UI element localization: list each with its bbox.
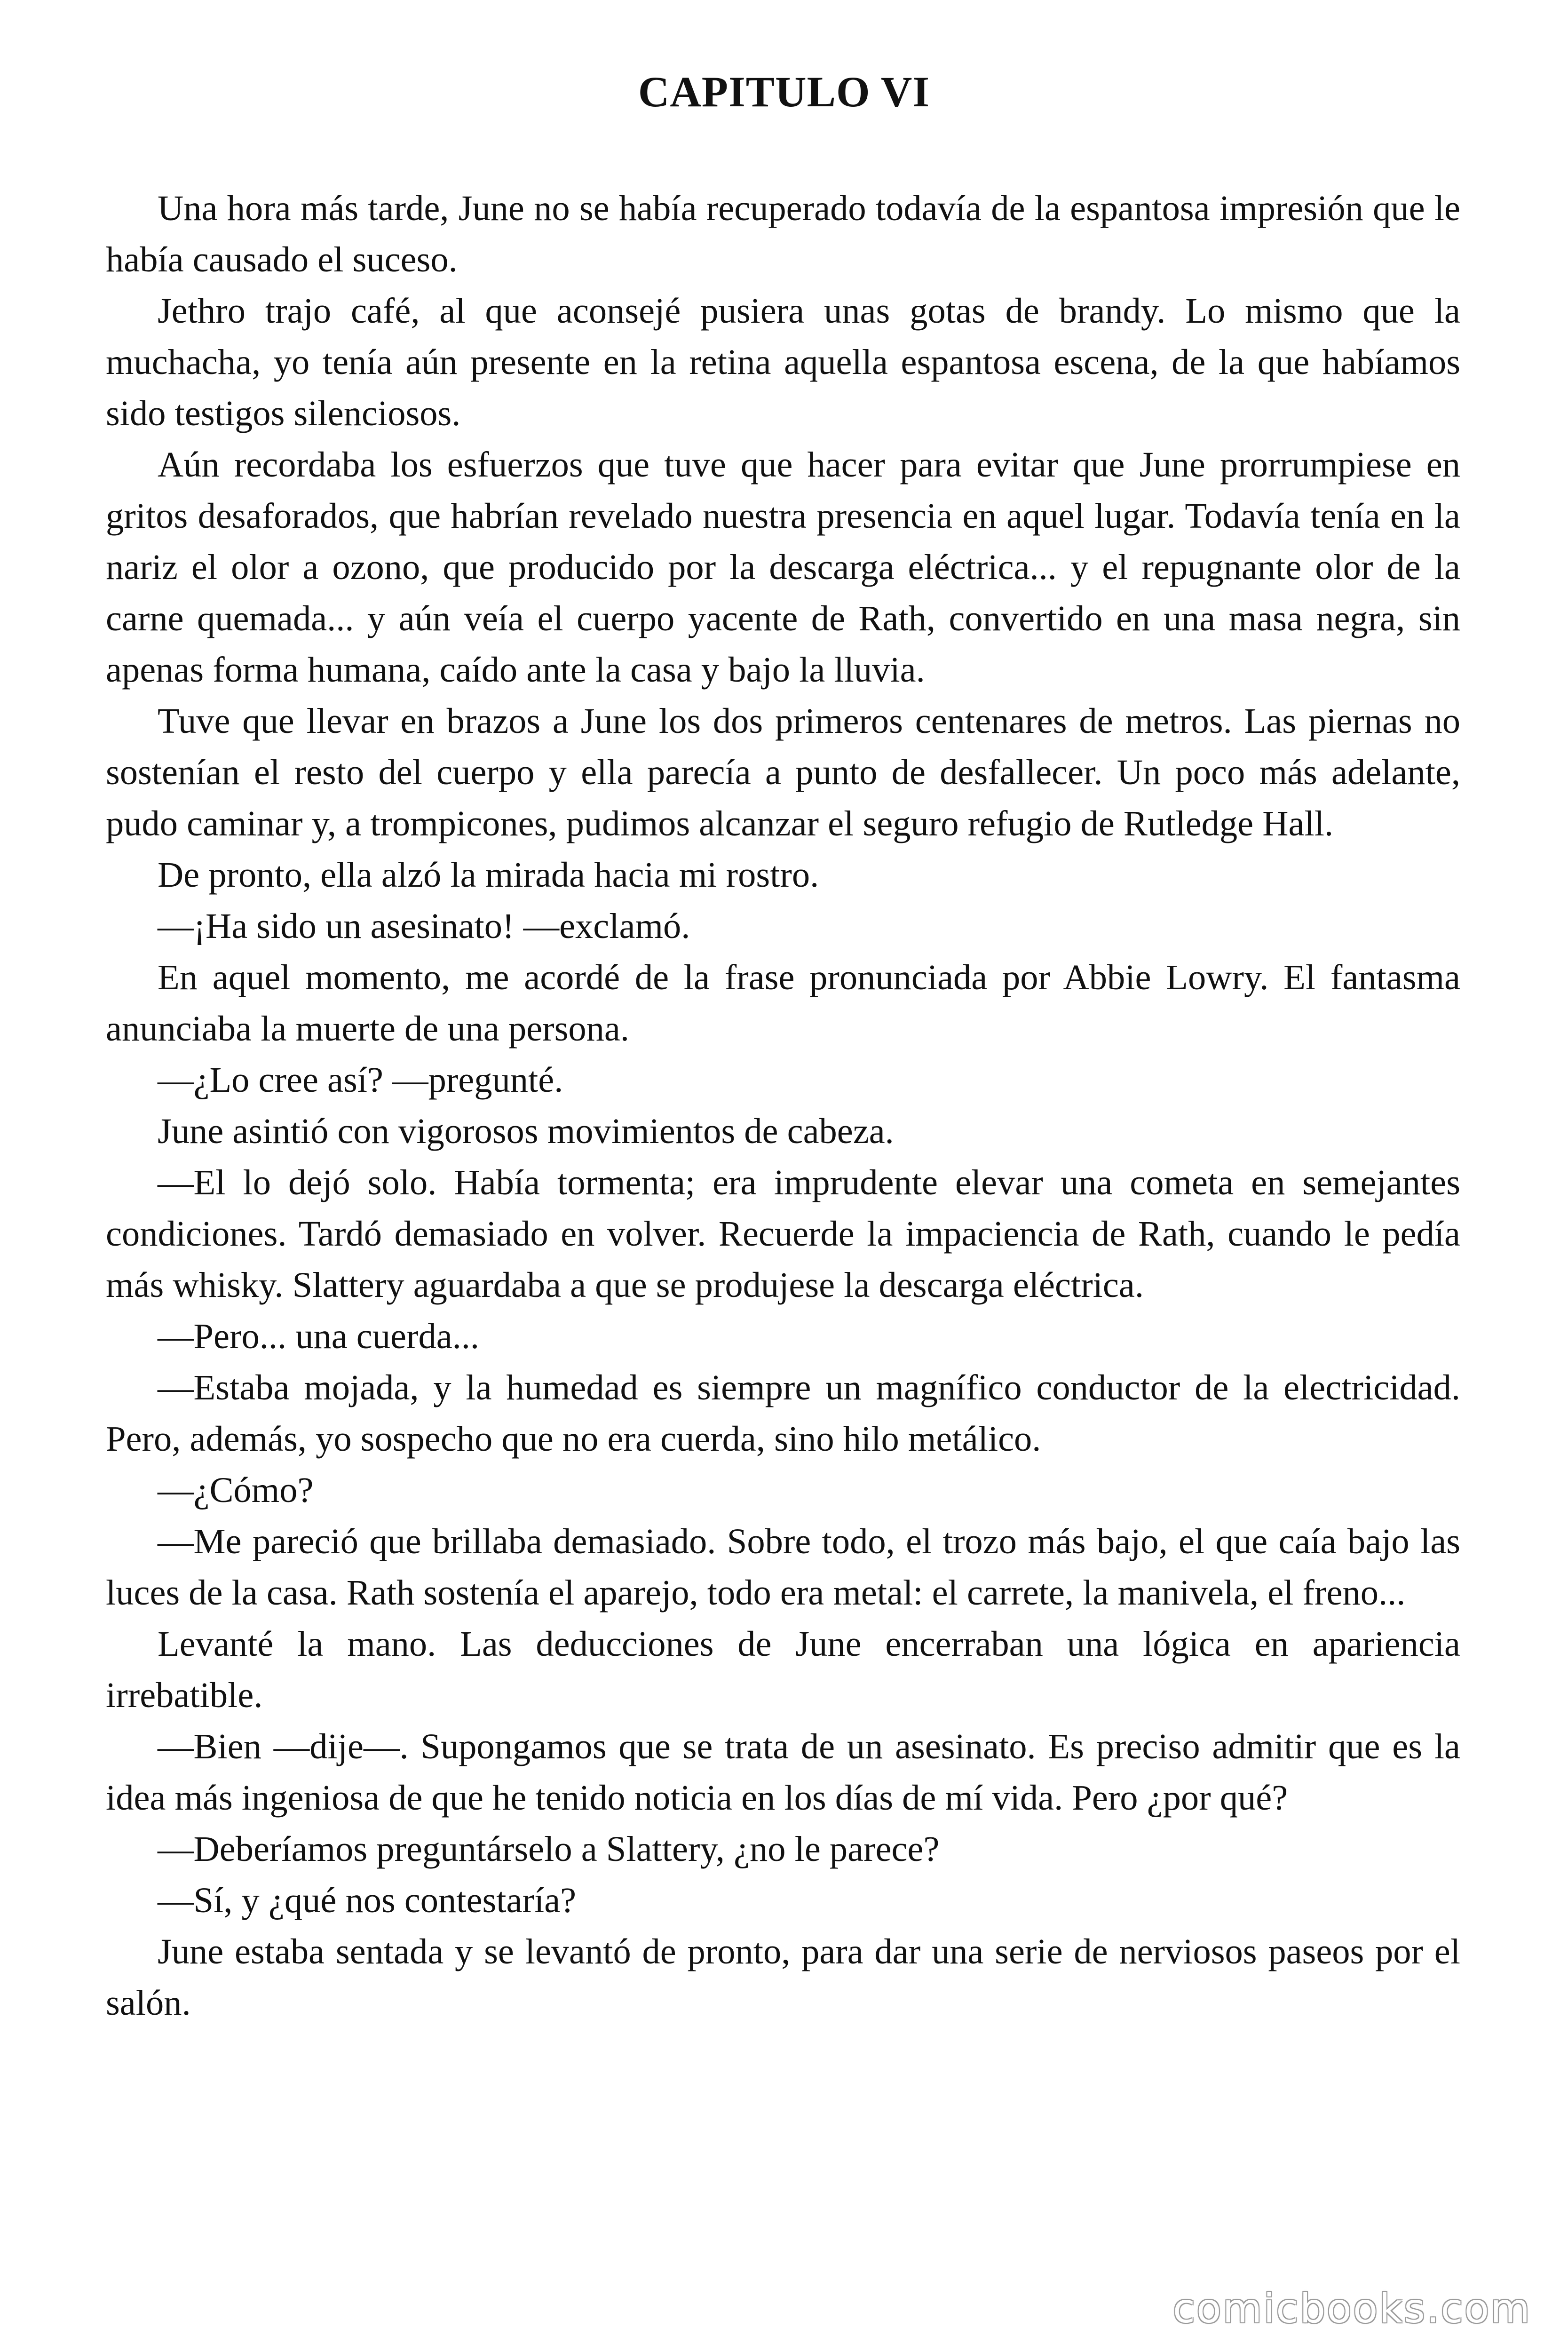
chapter-body [106,183,1460,2028]
paragraph: Tuve que llevar en brazos a June los dos primeros centenares de metros. Las piernas no sostenían el resto del cuerpo y ella parecía a punto de desfallecer. Un poco más adelante, pudo caminar y, a trompicones, pudimos alcanzar el seguro refugio de Rutledge Hall. [106,701,1460,843]
paragraph: June estaba sentada y se levantó de pronto, para dar una serie de nerviosos paseos por el salón. [106,1931,1460,2023]
paragraph: —Bien —dije—. Supongamos que se trata de un asesinato. Es preciso admitir que es la idea más ingeniosa de que he tenido noticia en los días de mí vida. Pero ¿por qué? [106,1726,1460,1818]
paragraph: —Pero... una cuerda... [158,1316,480,1356]
paragraph: June asintió con vigorosos movimientos de cabeza. [158,1111,894,1151]
paragraph: Levanté la mano. Las deducciones de June encerraban una lógica en apariencia irrebatible. [106,1624,1460,1715]
paragraph: —¿Lo cree así? —pregunté. [158,1060,563,1100]
paragraph: —¿Cómo? [158,1470,314,1510]
paragraph: —Sí, y ¿qué nos contestaría? [158,1880,577,1920]
paragraph: Una hora más tarde, June no se había recuperado todavía de la espantosa impresión que le había causado el suceso. [106,188,1460,279]
paragraph: De pronto, ella alzó la mirada hacia mi rostro. [158,855,819,895]
paragraph: Aún recordaba los esfuerzos que tuve que hacer para evitar que June prorrumpiese en gritos desaforados, que habrían revelado nuestra presencia en aquel lugar. Todavía tenía en la nariz el olor a ozono, que producido por la descarga eléctrica... y el repugnante olor de la carne quemada... y aún veía el cuerpo yacente de Rath, convertido en una masa negra, sin apenas forma humana, caído ante la casa y bajo la lluvia. [106,445,1460,690]
watermark: comicbooks.com [1172,2285,1531,2332]
paragraph: —Me pareció que brillaba demasiado. Sobre todo, el trozo más bajo, el que caía bajo las luces de la casa. Rath sostenía el aparejo, todo era metal: el carrete, la manivela, el freno... [106,1521,1460,1613]
paragraph: En aquel momento, me acordé de la frase pronunciada por Abbie Lowry. El fantasma anunciaba la muerte de una persona. [106,957,1460,1049]
paragraph: —El lo dejó solo. Había tormenta; era imprudente elevar una cometa en semejantes condiciones. Tardó demasiado en volver. Recuerde la impaciencia de Rath, cuando le pedía más whisky. Slattery aguardaba a que se produjese la descarga eléctrica. [106,1162,1460,1305]
paragraph: —Deberíamos preguntárselo a Slattery, ¿no le parece? [158,1829,940,1869]
chapter-title: CAPITULO VI [638,68,930,116]
paragraph: Jethro trajo café, al que aconsejé pusiera unas gotas de brandy. Lo mismo que la muchacha, yo tenía aún presente en la retina aquella espantosa escena, de la que habíamos sido testigos silenciosos. [106,291,1460,433]
paragraph: —Estaba mojada, y la humedad es siempre un magnífico conductor de la electricidad. Pero, además, yo sospecho que no era cuerda, sino hilo metálico. [106,1367,1460,1459]
paragraph: —¡Ha sido un asesinato! —exclamó. [158,906,690,946]
